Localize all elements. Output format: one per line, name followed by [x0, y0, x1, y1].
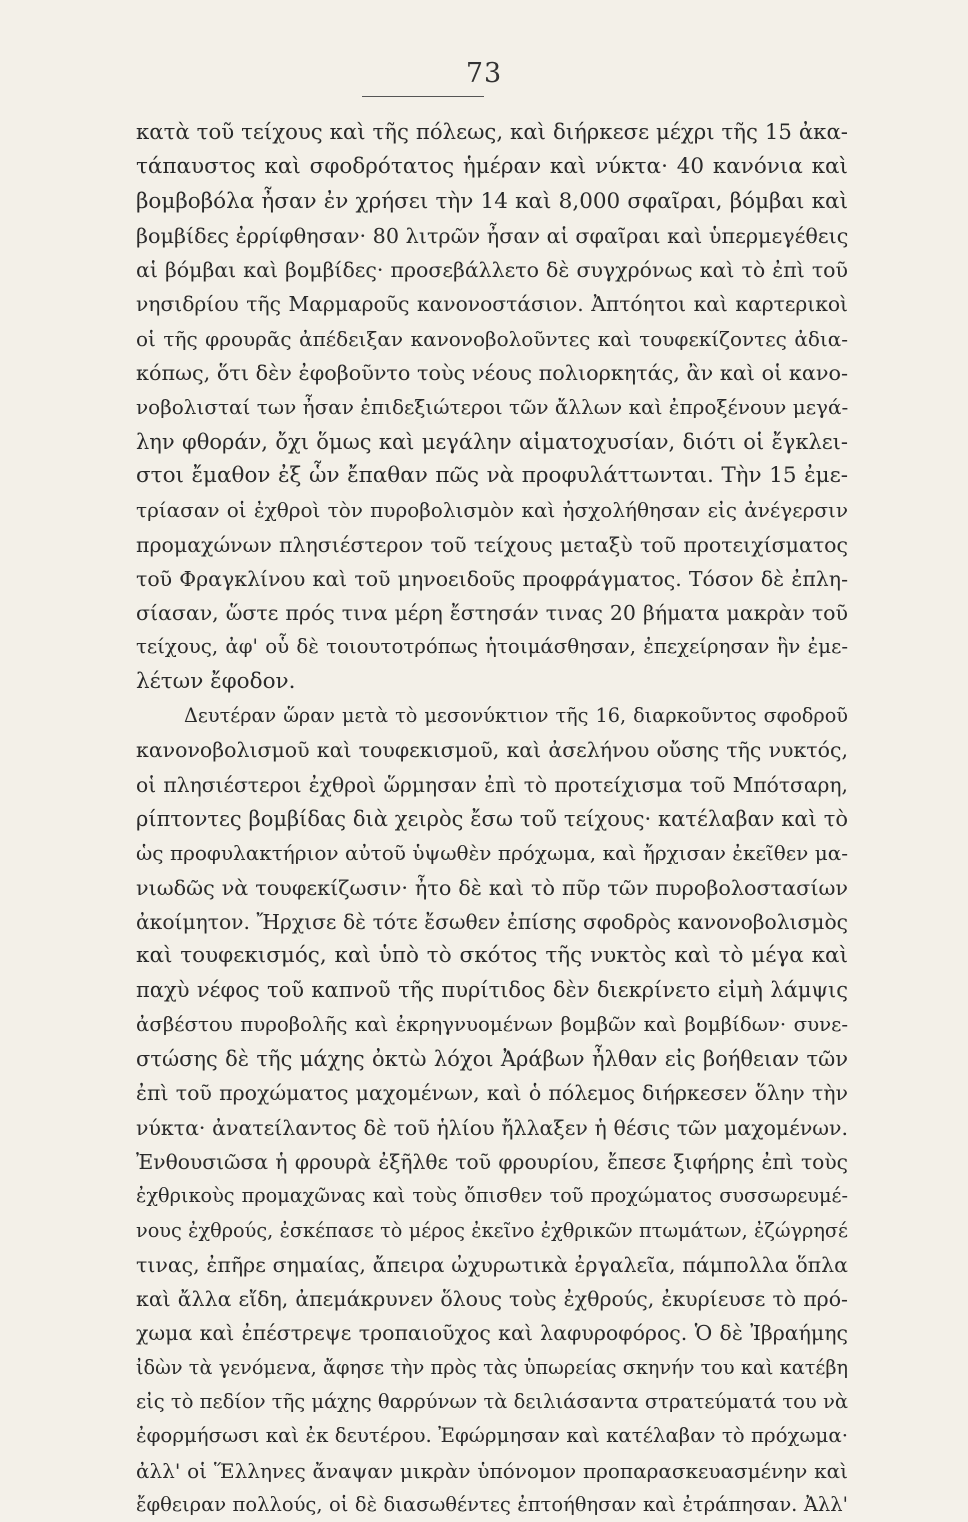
text-line: σίασαν, ὥστε πρός τινα μέρη ἔστησάν τινας 20 βήματα μακρὰν τοῦ: [136, 601, 848, 626]
text-line: Δευτέραν ὥραν μετὰ τὸ μεσονύκτιον τῆς 16, διαρκοῦντος σφοδροῦ: [184, 704, 848, 728]
text-line: τάπαυστος καὶ σφοδρότατος ἡμέραν καὶ νύκτα· 40 κανόνια καὶ: [136, 154, 848, 180]
text-line: ρίπτοντες βομβίδας διὰ χειρὸς ἔσω τοῦ τείχους· κατέλαβαν καὶ τὸ: [136, 806, 848, 831]
page-number: 73: [465, 58, 503, 89]
text-line: λέτων ἔφοδον.: [136, 668, 296, 694]
text-line: τρίασαν οἱ ἐχθροὶ τὸν πυροβολισμὸν καὶ ἠσχολήθησαν εἰς ἀνέγερσιν: [136, 498, 848, 523]
text-line: εἰς τὸ πεδίον τῆς μάχης θαρρύνων τὰ δειλιάσαντα στρατεύματά του νὰ: [136, 1389, 848, 1413]
text-line: χωμα καὶ ἐπέστρεψε τροπαιοῦχος καὶ λαφυροφόρος. Ὁ δὲ Ἰβραήμης: [136, 1321, 848, 1346]
text-line: ἐφορμήσωσι καὶ ἐκ δευτέρου. Ἐφώρμησαν καὶ κατέλαβαν τὸ πρόχωμα·: [136, 1424, 848, 1448]
text-line: ἐπὶ τοῦ προχώματος μαχομένων, καὶ ὁ πόλεμος διήρκεσεν ὅλην τὴν: [136, 1081, 848, 1106]
text-line: τείχους, ἀφ' οὗ δὲ τοιουτοτρόπως ἡτοιμάσθησαν, ἐπεχείρησαν ἣν ἐμε-: [136, 635, 848, 659]
text-line: Ἐνθουσιῶσα ἡ φρουρὰ ἐξῆλθε τοῦ φρουρίου, ἔπεσε ξιφήρης ἐπὶ τοὺς: [136, 1149, 848, 1174]
text-line: στοι ἔμαθον ἐξ ὧν ἔπαθαν πῶς νὰ προφυλάττωνται. Τὴν 15 ἐμε-: [136, 462, 848, 488]
text-line: νησιδρίου τῆς Μαρμαροῦς κανονοστάσιον. Ἀπτόητοι καὶ καρτερικοὶ: [136, 292, 848, 317]
text-line: νύκτα· ἀνατείλαντος δὲ τοῦ ἡλίου ἤλλαξεν ἡ θέσις τῶν μαχομένων.: [136, 1115, 848, 1140]
text-line: τοῦ Φραγκλίνου καὶ τοῦ μηνοειδοῦς προφράγματος. Τόσον δὲ ἐπλη-: [136, 566, 848, 591]
text-line: καὶ τουφεκισμός, καὶ ὑπὸ τὸ σκότος τῆς νυκτὸς καὶ τὸ μέγα καὶ: [136, 943, 848, 969]
text-line: νιωδῶς νὰ τουφεκίζωσιν· ἦτο δὲ καὶ τὸ πῦρ τῶν πυροβολοστασίων: [136, 875, 848, 900]
text-line: αἱ βόμβαι καὶ βομβίδες· προσεβάλλετο δὲ συγχρόνως καὶ τὸ ἐπὶ τοῦ: [136, 258, 848, 283]
text-line: ἀσβέστου πυροβολῆς καὶ ἐκρηγνυομένων βομβῶν καὶ βομβίδων· συνε-: [136, 1012, 848, 1036]
text-line: κανονοβολισμοῦ καὶ τουφεκισμοῦ, καὶ ἀσελήνου οὔσης τῆς νυκτός,: [136, 738, 848, 763]
text-line: ἀλλ' οἱ Ἕλληνες ἄναψαν μικρὰν ὑπόνομον προπαρασκευασμένην καὶ: [136, 1458, 848, 1483]
text-line: βομβοβόλα ἦσαν ἐν χρήσει τὴν 14 καὶ 8,000 σφαῖραι, βόμβαι καὶ: [136, 188, 848, 214]
text-line: στώσης δὲ τῆς μάχης ὀκτὼ λόχοι Ἀράβων ἦλθαν εἰς βοήθειαν τῶν: [136, 1047, 848, 1072]
text-line: οἱ πλησιέστεροι ἐχθροὶ ὥρμησαν ἐπὶ τὸ προτείχισμα τοῦ Μπότσαρη,: [136, 772, 848, 797]
text-line: οἱ τῆς φρουρᾶς ἀπέδειξαν κανονοβολοῦντες καὶ τουφεκίζοντες ἀδια-: [136, 326, 848, 351]
text-line: καὶ ἄλλα εἴδη, ἀπεμάκρυνεν ὅλους τοὺς ἐχθρούς, ἐκυρίευσε τὸ πρό-: [136, 1287, 848, 1312]
text-line: κόπως, ὅτι δὲν ἐφοβοῦντο τοὺς νέους πολιορκητάς, ἂν καὶ οἱ κανο-: [136, 361, 848, 386]
text-line: λην φθοράν, ὄχι ὅμως καὶ μεγάλην αἱματοχυσίαν, διότι οἱ ἔγκλει-: [136, 429, 848, 454]
text-line: ὡς προφυλακτήριον αὐτοῦ ὑψωθὲν πρόχωμα, καὶ ἤρχισαν ἐκεῖθεν μα-: [136, 841, 848, 866]
text-line: νους ἐχθρούς, ἐσκέπασε τὸ μέρος ἐκεῖνο ἐχθρικῶν πτωμάτων, ἐζώγρησέ: [136, 1218, 848, 1242]
text-line: ἔφθειραν πολλούς, οἱ δὲ διασωθέντες ἐπτοήθησαν καὶ ἐτράπησαν. Ἀλλ': [136, 1492, 848, 1516]
text-line: νοβολισταί των ἦσαν ἐπιδεξιώτεροι τῶν ἄλλων καὶ ἐπροξένουν μεγά-: [136, 395, 849, 420]
text-line: παχὺ νέφος τοῦ καπνοῦ τῆς πυρίτιδος δὲν διεκρίνετο εἰμὴ λάμψις: [136, 978, 848, 1003]
header-rule: [362, 96, 484, 97]
text-line: ἐχθρικοὺς προμαχῶνας καὶ τοὺς ὄπισθεν τοῦ προχώματος συσσωρευμέ-: [136, 1184, 848, 1208]
text-line: ἀκοίμητον. Ἤρχισε δὲ τότε ἔσωθεν ἐπίσης σφοδρὸς κανονοβολισμὸς: [136, 909, 848, 934]
text-line: προμαχώνων πλησιέστερον τοῦ τείχους μεταξὺ τοῦ προτειχίσματος: [136, 532, 848, 557]
text-line: τινας, ἐπῆρε σημαίας, ἄπειρα ὠχυρωτικὰ ἐργαλεῖα, πάμπολλα ὅπλα: [136, 1252, 848, 1277]
text-line: βομβίδες ἐρρίφθησαν· 80 λιτρῶν ἦσαν αἱ σφαῖραι καὶ ὑπερμεγέθεις: [136, 223, 849, 248]
text-line: ἰδὼν τὰ γενόμενα, ἄφησε τὴν πρὸς τὰς ὑπωρείας σκηνήν του καὶ κατέβη: [136, 1355, 848, 1379]
text-line: κατὰ τοῦ τείχους καὶ τῆς πόλεως, καὶ διήρκεσε μέχρι τῆς 15 ἀκα-: [136, 120, 848, 145]
body-text: [136, 116, 848, 1522]
